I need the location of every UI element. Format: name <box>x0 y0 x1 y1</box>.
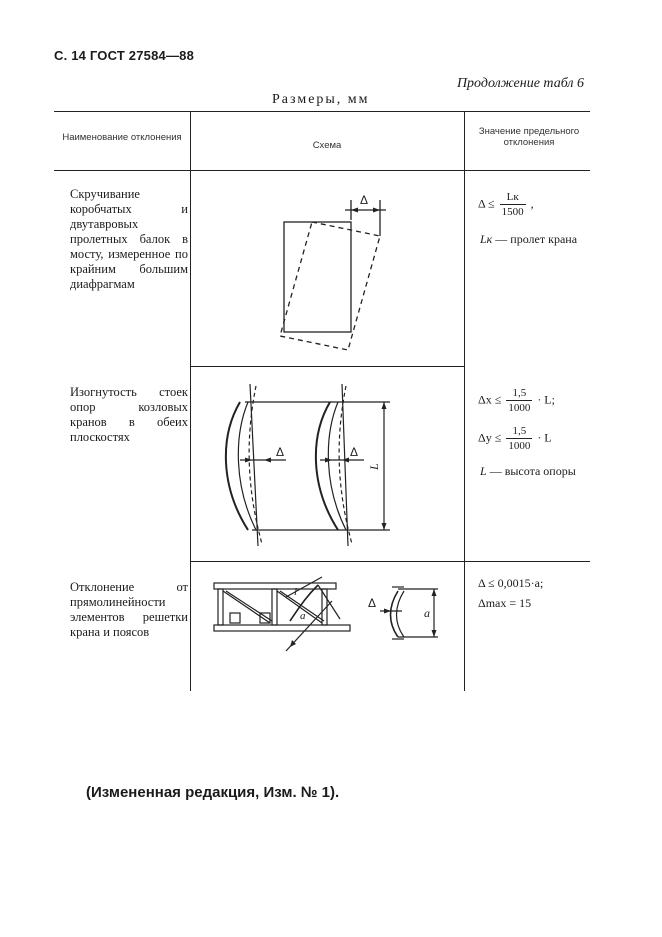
l-label: l <box>294 586 298 598</box>
beam-section-outline <box>284 222 351 332</box>
row-3-formula-1: Δ ≤ 0,0015·a; <box>478 576 544 590</box>
column-header-name: Наименование отклонения <box>62 132 182 143</box>
delta-label-1: Δ <box>276 445 285 459</box>
row-2-name: Изогнутость стоек опор козловых кранов в обеих плоскостях <box>70 385 188 444</box>
table-top-border <box>54 111 590 112</box>
row-3-name: Отклонение от прямолинейности элементов решетки крана и поясов <box>70 580 188 639</box>
amendment-note: (Измененная редакция, Изм. № 1). <box>86 784 340 801</box>
page-header: С. 14 ГОСТ 27584—88 <box>54 48 195 63</box>
row-1-note: Lк — пролет крана <box>480 232 578 246</box>
column-divider-2 <box>464 111 465 691</box>
row-1-scheme-twist-diagram <box>190 170 464 366</box>
delta-label: Δ <box>360 193 369 207</box>
row-2-formula-y: Δy ≤ $\frac{1,5}{1000}$ · L <box>478 425 552 452</box>
row-2-note: L — высота опоры <box>480 464 576 478</box>
column-header-value: Значение предельного отклонения <box>478 126 580 148</box>
delta-label: Δ <box>368 596 377 610</box>
a-label: a <box>424 606 430 620</box>
table-continuation-label: Продолжение табл 6 <box>456 76 584 91</box>
a-small-label: a <box>300 610 306 622</box>
delta-label-2: Δ <box>350 445 359 459</box>
row-1-name: Скручивание коробчатых и двутавровых пролетных балок в мосту, измеренное по крайним большим диафрагмам <box>70 187 188 291</box>
row-1-formula: Δ ≤ $\frac{Lк}{1500}$ , <box>478 191 534 218</box>
row-2-scheme-bend-diagram <box>190 366 464 561</box>
row-3-scheme-lattice-diagram <box>190 561 464 691</box>
length-label: L <box>367 463 381 470</box>
row-2-formula-x: Δx ≤ $\frac{1,5}{1000}$ · L; <box>478 387 555 414</box>
twisted-section-outline <box>280 222 380 350</box>
column-header-scheme: Схема <box>312 140 342 151</box>
row-3-formula-2: Δmax = 15 <box>478 596 532 610</box>
table-units: Размеры, мм <box>272 92 370 107</box>
